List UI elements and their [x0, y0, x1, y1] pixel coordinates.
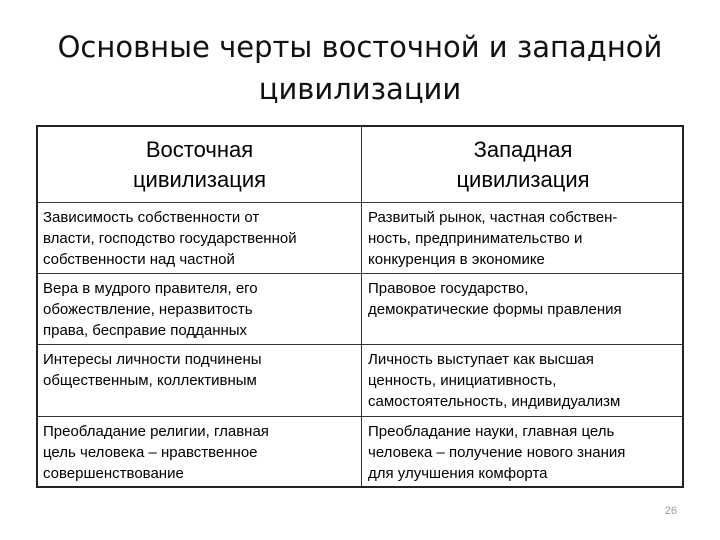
slide-title-line-1: Основные черты восточной и западной	[57, 30, 663, 64]
cell-text-line: собственности над частной	[43, 251, 235, 268]
slide-title-line-2: цивилизации	[258, 72, 462, 106]
cell-text-line: ность, предпринимательство и	[368, 230, 583, 247]
row-divider	[38, 344, 682, 345]
cell-text-line: права, бесправие подданных	[43, 322, 248, 339]
cell-text-line: конкуренция в экономике	[368, 251, 545, 268]
cell-west-market	[362, 207, 684, 270]
comparison-table	[36, 125, 684, 488]
row-divider	[38, 416, 682, 417]
cell-text-line: демократические формы правления	[368, 301, 622, 318]
cell-east-religion	[38, 421, 361, 484]
cell-text-line: общественным, коллективным	[43, 372, 257, 389]
page-number: 26	[664, 505, 677, 517]
cell-east-personality	[38, 349, 361, 391]
cell-text-line: Развитый рынок, частная собствен-	[368, 209, 618, 226]
cell-text-line: Личность выступает как высшая	[368, 351, 594, 368]
cell-text-line: Преобладание науки, главная цель	[368, 423, 615, 440]
slide-title	[40, 26, 680, 110]
header-east-line-2: цивилизация	[132, 167, 267, 192]
header-west	[362, 135, 684, 199]
header-east	[38, 135, 361, 199]
row-divider	[38, 273, 682, 274]
cell-text-line: власти, господство государственной	[43, 230, 297, 247]
cell-west-law	[362, 278, 684, 320]
cell-east-ruler	[38, 278, 361, 341]
cell-text-line: Зависимость собственности от	[43, 209, 260, 226]
cell-text-line: человека – получение нового знания	[368, 444, 626, 461]
header-divider	[38, 202, 682, 203]
cell-text-line: Интересы личности подчинены	[43, 351, 262, 368]
header-west-line-1: Западная	[473, 137, 573, 162]
cell-west-personality	[362, 349, 684, 412]
cell-east-property	[38, 207, 361, 270]
cell-text-line: Правовое государство,	[368, 280, 529, 297]
cell-text-line: совершенствование	[43, 465, 184, 482]
header-east-line-1: Восточная	[145, 137, 254, 162]
header-west-line-2: цивилизация	[456, 167, 590, 192]
cell-west-science	[362, 421, 684, 484]
cell-text-line: Преобладание религии, главная	[43, 423, 269, 440]
cell-text-line: для улучшения комфорта	[368, 465, 548, 482]
cell-text-line: цель человека – нравственное	[43, 444, 258, 461]
cell-text-line: ценность, инициативность,	[368, 372, 557, 389]
cell-text-line: обожествление, неразвитость	[43, 301, 253, 318]
cell-text-line: Вера в мудрого правителя, его	[43, 280, 258, 297]
cell-text-line: самостоятельность, индивидуализм	[368, 393, 621, 410]
